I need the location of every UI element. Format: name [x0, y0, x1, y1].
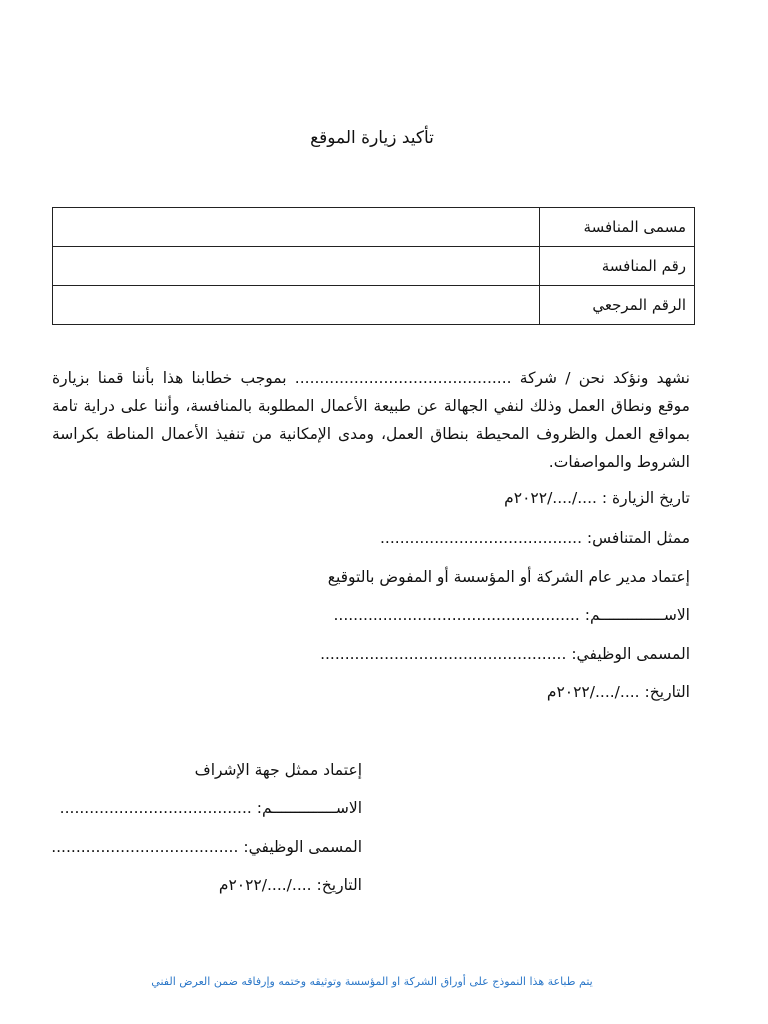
- table-row: [53, 247, 695, 286]
- reference-number-label: الرقم المرجعي: [540, 286, 695, 325]
- competitor-representative-line: ممثل المتنافس: .........................................: [380, 529, 690, 547]
- competition-name-label: مسمى المنافسة: [540, 208, 695, 247]
- company-approval-job-title-line: المسمى الوظيفي: ..................................................: [320, 645, 690, 663]
- declaration-paragraph: نشهد ونؤكد نحن / شركة ............................................ بموجب خطابنا هذا بأننا قمنا بزيارة موقع ونطاق العمل وذلك لنفي الجهالة عن طبيعة الأعمال المطلوبة بالمنافسة، وأننا على دراية تامة بمواقع العمل والظروف المحيطة بنطاق العمل، ومدى الإمكانية من تنفيذ الأعمال المناطة بكراسة الشروط والمواصفات.: [52, 369, 690, 471]
- supervisor-approval-date-line: التاريخ: ..../..../٢٠٢٢م: [218, 876, 362, 894]
- reference-number-value[interactable]: [53, 286, 540, 325]
- competition-name-value[interactable]: [53, 208, 540, 247]
- supervisor-approval-name-line: الاســــــــــــــم: .......................................: [59, 799, 362, 817]
- competition-number-label: رقم المنافسة: [540, 247, 695, 286]
- company-approval-date-line: التاريخ: ..../..../٢٠٢٢م: [546, 683, 690, 701]
- supervisor-approval-job-title-line: المسمى الوظيفي: ......................................: [51, 838, 362, 856]
- company-approval-heading: إعتماد مدير عام الشركة أو المؤسسة أو المفوض بالتوقيع: [327, 568, 690, 586]
- competition-info-table: [52, 207, 695, 325]
- table-row: [53, 208, 695, 247]
- company-approval-name-line: الاســــــــــــــم: ..................................................: [333, 606, 690, 624]
- visit-date-line: تاريخ الزيارة : ..../..../٢٠٢٢م: [504, 489, 690, 507]
- footer-note: يتم طباعة هذا النموذج على أوراق الشركة او المؤسسة وتوثيقه وختمه وإرفاقه ضمن العرض الفني: [151, 975, 593, 988]
- supervisor-approval-heading: إعتماد ممثل جهة الإشراف: [194, 761, 362, 779]
- competition-number-value[interactable]: [53, 247, 540, 286]
- document-title: تأكيد زيارة الموقع: [310, 128, 434, 148]
- table-row: [53, 286, 695, 325]
